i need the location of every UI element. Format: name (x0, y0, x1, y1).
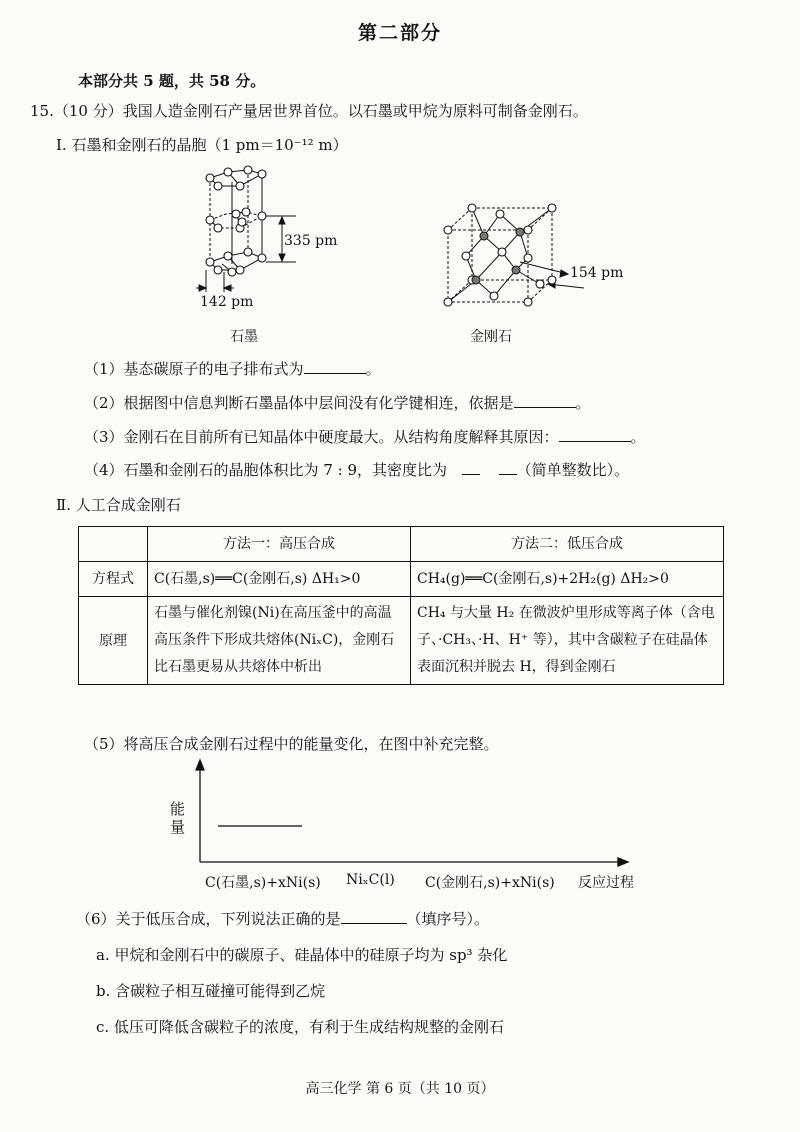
sub-question-1: （1）基态碳原子的电子排布式为 。 (84, 360, 381, 378)
equation-method-2: CH₄(g)══C(金刚石,s)+2H₂(g) ΔH₂>0 (411, 562, 724, 597)
part-2-title: Ⅱ. 人工合成金刚石 (56, 496, 181, 514)
energy-axis-label: 能量 (170, 800, 186, 836)
equation-method-1: C(石墨,s)══C(金刚石,s) ΔH₁>0 (148, 562, 411, 597)
stage-label-1: C(石墨,s)+xNi(s) (205, 875, 321, 891)
table-header-cell: 方法一：高压合成 (148, 527, 411, 562)
answer-blank-6[interactable] (341, 909, 407, 924)
diamond-bond-label: 154 pm (570, 265, 624, 281)
sub-question-3: （3）金刚石在目前所有已知晶体中硬度最大。从结构角度解释其原因： 。 (84, 428, 646, 446)
page-footer: 高三化学 第 6 页（共 10 页） (305, 1081, 495, 1097)
section-title: 第二部分 (357, 22, 442, 44)
sub-question-2: （2）根据图中信息判断石墨晶体中层间没有化学键相连，依据是 。 (84, 394, 591, 412)
stage-label-3: C(金刚石,s)+xNi(s) (425, 875, 555, 891)
option-b: b. 含碳粒子相互碰撞可能得到乙烷 (96, 982, 326, 1000)
sub-question-5: （5）将高压合成金刚石过程中的能量变化，在图中补充完整。 (84, 735, 499, 753)
diamond-caption: 金刚石 (470, 329, 512, 345)
table-header-cell: 方法二：低压合成 (411, 527, 724, 562)
graphite-caption: 石墨 (230, 329, 258, 345)
sub-question-4: （4）石墨和金刚石的晶胞体积比为 7 : 9，其密度比为 （简单整数比）。 (84, 461, 630, 479)
table-row-label: 方程式 (79, 562, 148, 597)
option-c: c. 低压可降低含碳粒子的浓度，有利于生成结构规整的金刚石 (96, 1018, 504, 1036)
sub-question-6: （6）关于低压合成，下列说法正确的是 （填序号）。 (76, 910, 490, 928)
table-row-label: 原理 (79, 597, 148, 685)
reaction-progress-label: 反应过程 (578, 875, 634, 891)
graphite-bond-label: 142 pm (200, 294, 254, 310)
question-15-stem: 15.（10 分）我国人造金刚石产量居世界首位。以石墨或甲烷为原料可制备金刚石。 (30, 102, 588, 120)
option-a: a. 甲烷和金刚石中的碳原子、硅晶体中的硅原子均为 sp³ 杂化 (96, 946, 508, 964)
principle-method-2: CH₄ 与大量 H₂ 在微波炉里形成等离子体（含电子、·CH₃、·H、H⁺ 等），其中含碳粒子在硅晶体表面沉积并脱去 H，得到金刚石 (411, 597, 724, 685)
principle-method-1: 石墨与催化剂镍(Ni)在高压釜中的高温高压条件下形成共熔体(NiₓC)，金刚石比石墨更易从共熔体中析出 (148, 597, 411, 685)
stage-label-2: NiₓC(l) (346, 872, 395, 888)
graphite-interlayer-label: 335 pm (284, 233, 338, 249)
part-1-title: Ⅰ. 石墨和金刚石的晶胞（1 pm＝10⁻¹² m） (56, 136, 348, 154)
section-intro: 本部分共 5 题，共 58 分。 (78, 72, 266, 90)
